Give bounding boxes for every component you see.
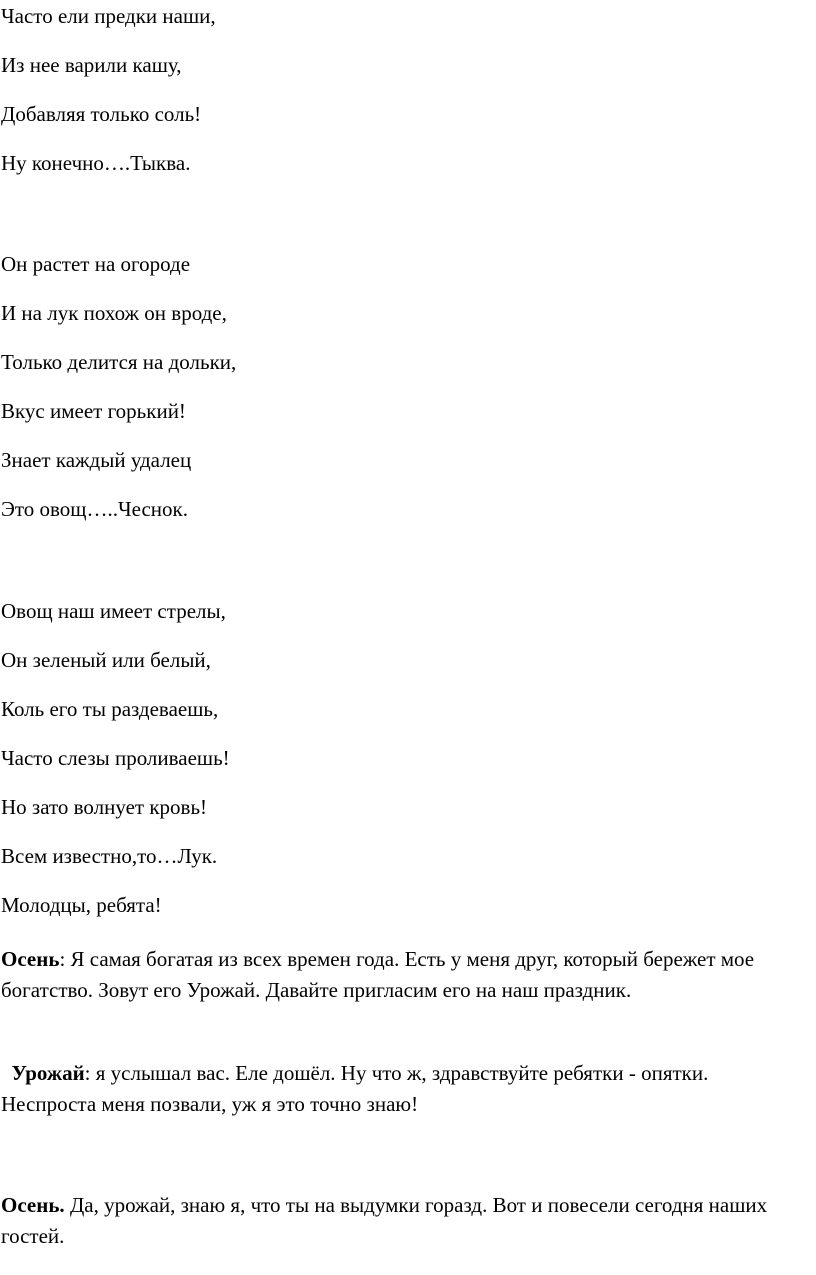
- verse-line: Знает каждый удалец: [1, 448, 192, 472]
- verse-line: Молодцы, ребята!: [1, 893, 162, 917]
- verse-line: Добавляя только соль!: [1, 102, 202, 126]
- dialogue-paragraph: [1, 1058, 781, 1120]
- speaker-name: Осень.: [1, 1193, 65, 1217]
- verse-line: Из нее варили кашу,: [1, 53, 182, 77]
- verse-line: Ну конечно….Тыква.: [1, 151, 191, 175]
- verse-line: Всем известно,то…Лук.: [1, 844, 218, 868]
- speaker-name: Осень: [1, 947, 60, 971]
- dialogue-text: : я услышал вас. Еле дошёл. Ну что ж, здравствуйте ребятки - опятки. Неспроста меня позвали, уж я это точно знаю!: [1, 1061, 709, 1116]
- verse-line: Коль его ты раздеваешь,: [1, 697, 219, 721]
- riddle-stanza-onion: [1, 599, 230, 917]
- verse-line: Часто ели предки наши,: [1, 4, 216, 28]
- speaker-name: Урожай: [11, 1061, 85, 1085]
- verse-line: И на лук похож он вроде,: [1, 301, 227, 325]
- dialogue-paragraph: [1, 1190, 781, 1252]
- verse-line: Но зато волнует кровь!: [1, 795, 208, 819]
- verse-line: Вкус имеет горький!: [1, 399, 186, 423]
- verse-line: Часто слезы проливаешь!: [1, 746, 230, 770]
- dialogue-paragraph: [1, 944, 781, 1006]
- riddle-stanza-garlic: [1, 252, 236, 521]
- verse-line: Он растет на огороде: [1, 252, 191, 276]
- dialogue-text: : Я самая богатая из всех времен года. Есть у меня друг, который бережет мое богатство. Зовут его Урожай. Давайте пригласим его на наш праздник.: [1, 947, 755, 1002]
- verse-line: Это овощ…..Чеснок.: [1, 497, 188, 521]
- riddle-stanza-pumpkin: [1, 4, 216, 175]
- dialogue-text: Да, урожай, знаю я, что ты на выдумки горазд. Вот и повесели сегодня наших гостей.: [1, 1193, 768, 1248]
- verse-line: Он зеленый или белый,: [1, 648, 211, 672]
- dialogue-indent: [1, 1061, 12, 1085]
- verse-line: Только делится на дольки,: [1, 350, 237, 374]
- verse-line: Овощ наш имеет стрелы,: [1, 599, 226, 623]
